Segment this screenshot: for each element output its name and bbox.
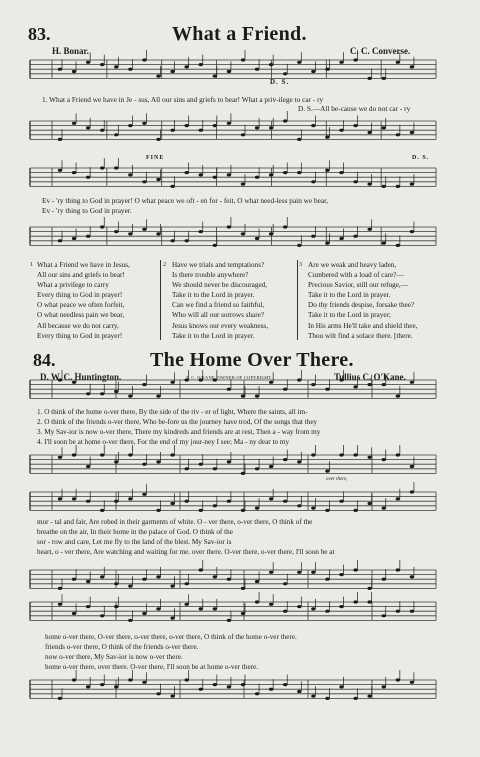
verse-line: We should never be discouraged,: [172, 281, 268, 290]
verse-line: All because we do not carry,: [37, 321, 119, 330]
hymn-number: 83.: [28, 24, 51, 44]
lyric-line: 1. O think of the home o-ver there, By the side of the riv - er of light, Where the saints, all im-: [37, 408, 308, 416]
verse-number: 2: [163, 262, 166, 268]
lyric-line: heart, o - ver there, Are watching and waiting for me. over there. O-ver there, o-ver there, I'll soon be at: [37, 548, 335, 557]
verse-line: Can we find a friend so faithful,: [172, 301, 265, 310]
verse-line: Have we trials and temptations?: [172, 261, 265, 269]
ds-marker: D. S.: [270, 78, 290, 86]
verse-block: [308, 260, 417, 341]
verse-divider: [160, 260, 161, 340]
verse-line: All our sins and griefs to bear!: [37, 271, 125, 280]
lyric-line: mor - tal and fair, Are robed in their garments of white. O - ver there, o-ver there, O think of the: [37, 518, 313, 526]
lyric-block: [37, 517, 334, 557]
verse-line: Jesus knows our every weakness,: [172, 321, 269, 330]
verse-line: Cumbered with a load of care?—: [308, 271, 404, 280]
lyric-line: friends o-ver there, O think of the friends o-ver there.: [45, 643, 199, 652]
composer-credit: Tullius C. O'Kane.: [334, 372, 406, 382]
lyric-line: breathe on the air, In their home in the palace of God. O think of the: [37, 528, 233, 537]
lyric-line: home o-ver there, over there. O-ver there, I'll soon be at home o-ver there.: [45, 663, 259, 672]
hymn-title: What a Friend.: [172, 23, 307, 45]
ds-marker: D. S.: [412, 155, 430, 161]
verse-line: Take it to the Lord in prayer.: [172, 331, 255, 340]
lyric-block: [45, 632, 297, 672]
verse-line: Who will all our sorrows share?: [172, 311, 265, 320]
fine-marker: FINE: [146, 155, 165, 161]
lyric-line: sor - row and care, Let me fly to the land of the blest. My Sav-ior is: [37, 538, 232, 547]
lyric-line: Ev - 'ry thing to God in prayer! O what peace we oft - en for - feit, O what need-less pain we bear,: [42, 196, 329, 205]
verse-line: What a Friend we have in Jesus,: [37, 261, 130, 269]
verse-number: 1: [30, 262, 33, 268]
verse-line: Thou wilt find a solace there. [there.: [308, 331, 413, 340]
verse-line: O what peace we often forfeit,: [37, 301, 125, 310]
verse-line: Are we weak and heavy laden,: [308, 261, 397, 269]
lyric-line: home o-ver there, O-ver there, o-ver there, o-ver there, O think of the home o-ver there.: [45, 633, 297, 641]
verse-line: Take it to the Lord in prayer;: [308, 311, 391, 320]
lyric-line: 2. O think of the friends o-ver there, Who be-fore us the journey have trod, Of the songs that they: [37, 418, 318, 427]
lyric-line: D. S.—All be-cause we do not car - ry: [298, 104, 411, 113]
verse-line: O what needless pain we bear,: [37, 311, 125, 320]
lyric-line: Ev - 'ry thing to God in prayer.: [42, 206, 132, 215]
verse-line: Do thy friends despise, forsake thee?: [308, 301, 415, 310]
verse-line: Precious Savior, still our refuge,—: [308, 281, 408, 290]
lyric-line: 3. My Sav-ior is now o-ver there, There my kindreds and friends are at rest, Then a - way from my: [37, 428, 321, 437]
verse-divider: [297, 260, 298, 340]
lyric-line: 4. I'll soon be at home o-ver there, For the end of my jour-ney I see; Ma - ny dear to my: [37, 438, 290, 447]
lyricist-credit: D. W. C. Huntington.: [40, 372, 122, 382]
verse-line: Take it to the Lord in prayer.: [172, 291, 255, 300]
verse-line: Every thing to God in prayer!: [37, 291, 123, 300]
verse-line: What a privilege to carry: [37, 281, 109, 290]
verse-line: Take it to the Lord in prayer.: [308, 291, 391, 300]
hymn-number: 84.: [33, 350, 56, 370]
verse-line: Every thing to God in prayer!: [37, 331, 123, 340]
lyric-block: [37, 407, 320, 447]
composer-credit: C. C. Converse.: [350, 46, 411, 56]
copyright-notice: T. C. O'KANE, OWNER OF COPYRIGHT.: [186, 375, 273, 380]
verse-block: [172, 260, 268, 341]
lyricist-credit: H. Bonar.: [52, 46, 89, 56]
verse-line: Is there trouble anywhere?: [172, 271, 249, 280]
lyric-line: now o-ver there, My Sav-ior is now o-ver there.: [45, 653, 183, 662]
verse-line: In His arms He'll take and shield thee,: [308, 321, 418, 330]
hymn-title: The Home Over There.: [150, 349, 354, 371]
lyric-line: 1. What a Friend we have in Je - sus, All our sins and griefs to bear! What a priv-ilege to car - ry: [42, 95, 324, 104]
verse-number: 3: [299, 262, 302, 268]
verse-block: [37, 260, 130, 341]
bass-cue: over there,: [326, 477, 348, 482]
